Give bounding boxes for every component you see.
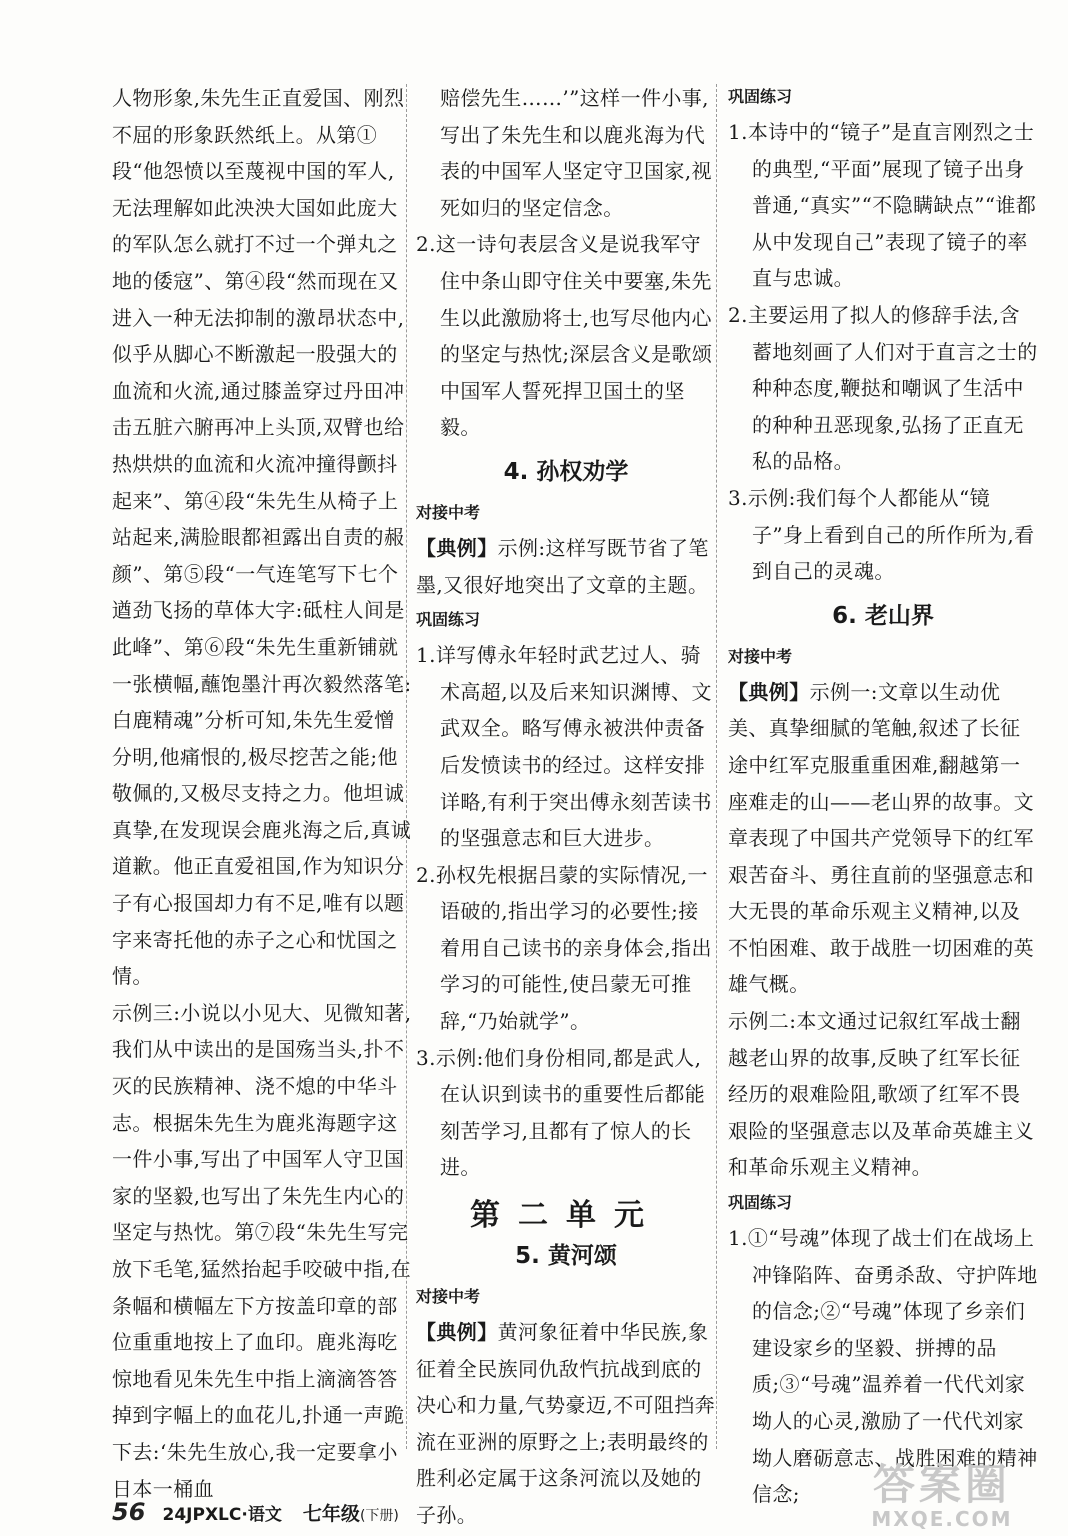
column-middle bbox=[416, 80, 716, 1534]
dianli-text: 黄河象征着中华民族,象征着全民族同仇敌忾抗战到底的决心和力量,气势豪迈,不可阻挡奔流在亚洲的原野之上;表明最终的胜利必定属于这条河流以及她的子孙。 bbox=[416, 1320, 716, 1527]
answer-item: 3.示例:我们每个人都能从“镜子”身上看到自己的所作所为,看到自己的灵魂。 bbox=[728, 485, 1035, 584]
answer-paragraph: 示例三:小说以小见大、见微知著,我们从中读出的是国殇当头,扑不灭的民族精神、浇不熄的中华斗志。根据朱先生为鹿兆海题字这一件小事,写出了中国军人守卫国家的坚毅,也写出了朱先生内心的坚定与热忱。第⑦段“朱先生写完放下毛笔,猛然抬起手咬破中指,在条幅和横幅左下方按盖印章的部位重重地按上了血印。鹿兆海吃惊地看见朱先生中指上滴滴答答掉到字幅上的血花儿,扑通一声跪下去:‘朱先生放心,我一定要拿小日本一桶血 bbox=[112, 1000, 412, 1501]
answer-paragraph: 赔偿先生……’”这样一件小事,写出了朱先生和以鹿兆海为代表的中国军人坚定守卫国家,视死如归的坚定信念。 bbox=[440, 86, 712, 220]
page-footer bbox=[112, 1498, 399, 1526]
section-label: 对接中考 bbox=[416, 1287, 481, 1307]
answer-item: 1.本诗中的“镜子”是直言刚烈之士的典型,“平面”展现了镜子出身普通,“真实”“不隐瞒缺点”“谁都从中发现自己”表现了镜子的率直与忠诚。 bbox=[728, 120, 1037, 291]
unit-heading: 第二单元 bbox=[470, 1198, 662, 1234]
answer-item: 2.孙权先根据吕蒙的实际情况,一语破的,指出学习的必要性;接着用自己读书的亲身体会,指出学习的可能性,使吕蒙无可推辞,“乃始就学”。 bbox=[416, 862, 712, 1034]
series-code: 24JPXLC·语文 bbox=[162, 1505, 282, 1525]
answer-item: 2.这一诗句表层含义是说我军守住中条山即守住关中要塞,朱先生以此激励将士,也写尽他内心的坚定与热忱;深层含义是歌颂中国军人誓死捍卫国土的坚毅。 bbox=[416, 232, 713, 440]
dianli-paragraph bbox=[416, 530, 716, 603]
dianli-tag: 【典例】 bbox=[728, 679, 810, 704]
answer-paragraph: 示例二:本文通过记叙红军战士翻越老山界的故事,反映了红军长征经历的艰难险阻,歌颂了红军不畏艰险的坚强意志以及革命英雄主义和革命乐观主义精神。 bbox=[728, 1009, 1034, 1180]
column-left bbox=[112, 80, 412, 1507]
answer-item: 1.详写傅永年轻时武艺过人、骑术高超,以及后来知识渊博、文武双全。略写傅永被洪仲责备后发愤读书的经过。这样安排详略,有利于突出傅永刻苦读书的坚强意志和巨大进步。 bbox=[416, 643, 712, 851]
section-label: 巩固练习 bbox=[728, 87, 793, 106]
column-divider bbox=[716, 84, 717, 1449]
answer-item: 2.主要运用了拟人的修辞手法,含蓄地刻画了人们对于直言之士的种种态度,鞭挞和嘲讽了生活中的种种丑恶现象,弘扬了正直无私的品格。 bbox=[728, 302, 1038, 474]
section-label: 对接中考 bbox=[728, 646, 793, 666]
section-label: 巩固练习 bbox=[416, 610, 481, 630]
dianli-paragraph bbox=[728, 674, 1038, 1003]
lesson-title: 5. 黄河颂 bbox=[515, 1243, 617, 1270]
answer-paragraph: 人物形象,朱先生正直爱国、刚烈不屈的形象跃然纸上。从第①段“他怨愤以至蔑视中国的军人,无法理解如此泱泱大国如此庞大的军队怎么就打不过一个弹丸之地的倭寇”、第④段“然而现在又进入一种无法抑制的激昂状态中,似乎从脚心不断激起一股强大的血流和火流,通过膝盖穿过丹田冲击五脏六腑再冲上头顶,双臂也给热烘烘的血流和火流冲撞得颤抖起来”、第④段“朱先生从椅子上站起来,满脸眼都袒露出自责的赧颜”、第⑤段“一气连笔写下七个遒劲飞扬的草体大字:砥柱人间是此峰”、第⑥段“朱先生重新铺就一张横幅,蘸饱墨汁再次毅然落笔:白鹿精魂”分析可知,朱先生爱憎分明,他痛恨的,极尽挖苦之能;他敬佩的,又极尽支持之力。他坦诚真挚,在发现误会鹿兆海之后,真诚道歉。他正直爱祖国,作为知识分子有心报国却力有不足,唯有以题字来寄托他的赤子之心和忧国之情。 bbox=[112, 86, 412, 989]
section-label: 对接中考 bbox=[416, 502, 481, 522]
dianli-text: 示例:这样写既节省了笔墨,又很好地突出了文章的主题。 bbox=[416, 535, 709, 597]
answer-item: 1.①“号魂”体现了战士们在战场上冲锋陷阵、奋勇杀敌、守护阵地的信念;②“号魂”体现了乡亲们建设家乡的坚毅、拼搏的品质;③“号魂”温养着一代代刘家坳人的心灵,激励了一代代刘家坳人磨砺意志、战胜困难的精神信念; bbox=[728, 1226, 1038, 1507]
lesson-title: 6. 老山界 bbox=[832, 602, 934, 629]
column-right bbox=[728, 80, 1038, 1513]
answer-item: 3.示例:他们身份相同,都是武人,在认识到读书的重要性后都能刻苦学习,且都有了惊人的长进。 bbox=[416, 1045, 706, 1180]
watermark-logo bbox=[842, 1462, 1042, 1534]
watermark-url: MXQE.COM bbox=[871, 1507, 1013, 1531]
volume-label: (下册) bbox=[359, 1508, 399, 1524]
dianli-tag: 【典例】 bbox=[416, 535, 498, 560]
watermark-text: 答案圈 bbox=[872, 1460, 1011, 1509]
section-label: 巩固练习 bbox=[728, 1193, 793, 1213]
dianli-paragraph bbox=[416, 1314, 716, 1534]
lesson-title: 4. 孙权劝学 bbox=[503, 458, 629, 485]
page-number: 56 bbox=[112, 1498, 146, 1526]
dianli-text: 示例一:文章以生动优美、真挚细腻的笔触,叙述了长征途中红军克服重重困难,翻越第一座难走的山——老山界的故事。文章表现了中国共产党领导下的红军艰苦奋斗、勇往直前的坚强意志和大无畏的革命乐观主义精神,以及不怕困难、敢于战胜一切困难的英雄气概。 bbox=[728, 679, 1034, 997]
dianli-tag: 【典例】 bbox=[416, 1320, 498, 1345]
grade-label: 七年级 bbox=[302, 1503, 360, 1525]
